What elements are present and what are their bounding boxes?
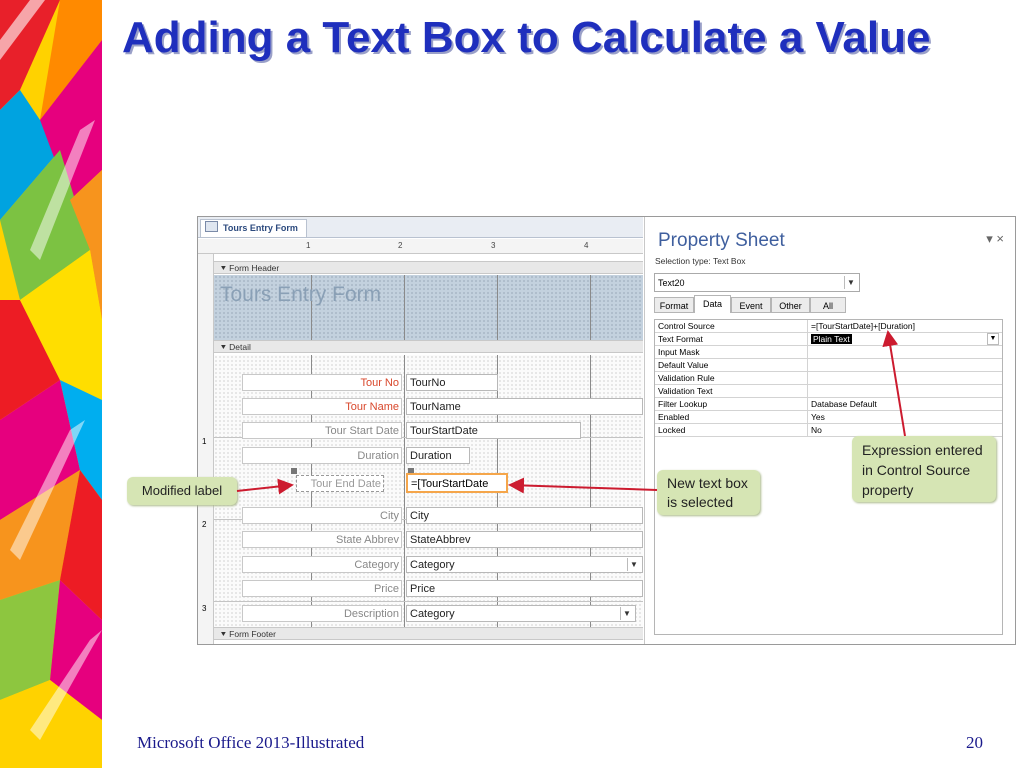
callout-new-text-box: New text box is selected bbox=[657, 470, 760, 515]
ruler-mark: 2 bbox=[398, 241, 403, 250]
label-state-abbrev[interactable]: State Abbrev bbox=[242, 531, 402, 548]
dropdown-arrow-icon[interactable]: ▼ bbox=[620, 607, 633, 620]
property-row-locked[interactable]: Locked No bbox=[655, 424, 1002, 437]
tab-data[interactable]: Data bbox=[694, 295, 731, 313]
text-format-value: Plain Text bbox=[813, 334, 850, 344]
property-row-control-source[interactable]: Control Source =[TourStartDate]+[Duration] bbox=[655, 320, 1002, 333]
callout-modified-label: Modified label bbox=[127, 477, 237, 505]
control-source-value[interactable]: =[TourStartDate]+[Duration] bbox=[807, 320, 1001, 332]
vruler-mark: 3 bbox=[202, 604, 207, 613]
textbox-tour-start-date[interactable]: TourStartDate bbox=[406, 422, 581, 439]
page-number: 20 bbox=[966, 733, 983, 752]
section-arrow-icon: ⯆ bbox=[220, 342, 230, 352]
property-row-validation-text[interactable]: Validation Text bbox=[655, 385, 1002, 398]
chevron-down-icon[interactable]: ▼ bbox=[987, 333, 999, 345]
label-price[interactable]: Price bbox=[242, 580, 402, 597]
label-duration[interactable]: Duration bbox=[242, 447, 402, 464]
textbox-state-abbrev[interactable]: StateAbbrev bbox=[406, 531, 643, 548]
footer-text: Microsoft Office 2013-Illustrated bbox=[137, 733, 365, 752]
vruler-mark: 1 bbox=[202, 437, 207, 446]
form-tab-label: Tours Entry Form bbox=[223, 223, 298, 233]
selection-type: Selection type: Text Box bbox=[655, 256, 746, 266]
combo-category[interactable]: Category ▼ bbox=[406, 556, 643, 573]
ruler-mark: 3 bbox=[491, 241, 496, 250]
chevron-down-icon[interactable]: ▼ bbox=[844, 276, 857, 289]
textbox-tour-end-date-selected[interactable]: =[TourStartDate bbox=[406, 473, 508, 493]
label-category[interactable]: Category bbox=[242, 556, 402, 573]
label-tour-name[interactable]: Tour Name bbox=[242, 398, 402, 415]
label-tour-start-date[interactable]: Tour Start Date bbox=[242, 422, 402, 439]
dropdown-arrow-icon[interactable]: ▼ bbox=[627, 558, 640, 571]
selected-control-combo[interactable]: Text20 ▼ bbox=[654, 273, 860, 292]
property-row-input-mask[interactable]: Input Mask bbox=[655, 346, 1002, 359]
slide-title: Adding a Text Box to Calculate a Value bbox=[122, 13, 931, 62]
form-header-label: Form Header bbox=[229, 263, 280, 273]
textbox-tour-no[interactable]: TourNo bbox=[406, 374, 498, 391]
label-description[interactable]: Description bbox=[242, 605, 402, 622]
ruler-mark: 1 bbox=[306, 241, 311, 250]
property-row-enabled[interactable]: Enabled Yes bbox=[655, 411, 1002, 424]
label-city[interactable]: City bbox=[242, 507, 402, 524]
tab-all[interactable]: All bbox=[810, 297, 846, 313]
textbox-tour-name[interactable]: TourName bbox=[406, 398, 643, 415]
property-row-default-value[interactable]: Default Value bbox=[655, 359, 1002, 372]
textbox-city[interactable]: City bbox=[406, 507, 643, 524]
label-tour-no[interactable]: Tour No bbox=[242, 374, 402, 391]
tab-other[interactable]: Other bbox=[771, 297, 810, 313]
section-arrow-icon: ⯆ bbox=[220, 263, 230, 273]
property-row-text-format[interactable]: Text Format Plain Text ▼ bbox=[655, 333, 1002, 346]
label-tour-end-date[interactable]: Tour End Date bbox=[296, 475, 384, 492]
textbox-duration[interactable]: Duration bbox=[406, 447, 470, 464]
pane-controls-icon[interactable]: ▾ × bbox=[986, 231, 1004, 246]
property-row-filter-lookup[interactable]: Filter Lookup Database Default bbox=[655, 398, 1002, 411]
ruler-mark: 4 bbox=[584, 241, 589, 250]
tab-event[interactable]: Event bbox=[731, 297, 771, 313]
detail-label: Detail bbox=[229, 342, 251, 352]
tab-format[interactable]: Format bbox=[654, 297, 694, 313]
form-footer-label: Form Footer bbox=[229, 629, 276, 639]
combo-description[interactable]: Category ▼ bbox=[406, 605, 636, 622]
vruler-mark: 2 bbox=[202, 520, 207, 529]
property-sheet-title: Property Sheet bbox=[658, 230, 785, 251]
callout-expression-entered: Expression entered in Control Source property bbox=[852, 436, 996, 502]
header-title-label[interactable]: Tours Entry Form bbox=[220, 283, 382, 306]
textbox-price[interactable]: Price bbox=[406, 580, 643, 597]
property-row-validation-rule[interactable]: Validation Rule bbox=[655, 372, 1002, 385]
section-arrow-icon: ⯆ bbox=[220, 629, 230, 639]
